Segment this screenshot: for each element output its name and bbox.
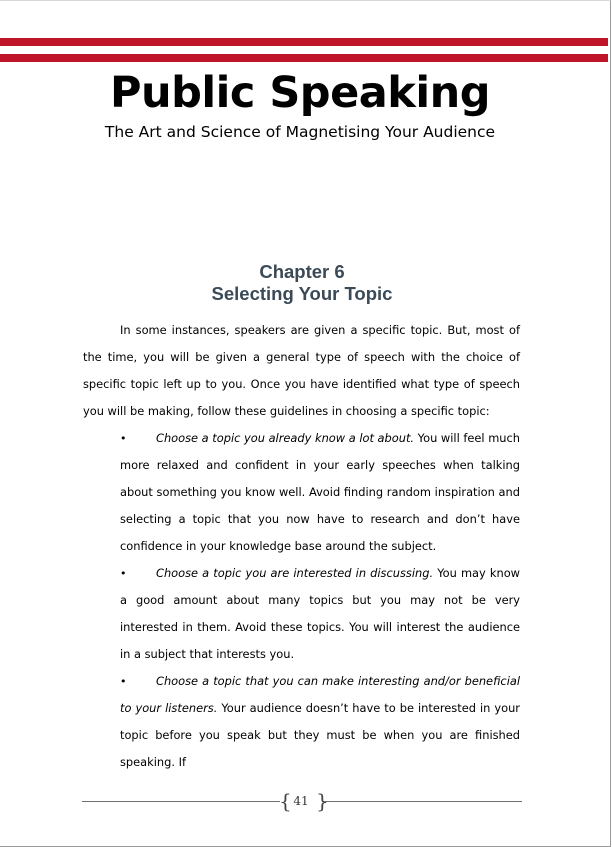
- right-bracket-icon: }: [316, 789, 329, 813]
- book-title: Public Speaking: [109, 68, 490, 118]
- guideline-list: [83, 425, 520, 776]
- bullet-icon: •: [120, 432, 127, 445]
- page-number: 41: [293, 794, 309, 808]
- bullet-lead: Choose a topic you are interested in discussing.: [156, 566, 434, 580]
- book-subtitle: The Art and Science of Magnetising Your Audience: [104, 123, 496, 141]
- footer-rule-right: [322, 801, 522, 802]
- body-text: [83, 317, 520, 776]
- list-item: [83, 668, 520, 776]
- bullet-text: You will feel much more relaxed and confident in your early speeches when talking about something you know well. Avoid finding random inspiration and selecting a topic that you now have to research and don’t have confidence in your knowledge base around the subject.: [120, 431, 520, 553]
- header-rule-top: [0, 38, 608, 46]
- intro-paragraph: In some instances, speakers are given a specific topic. But, most of the time, you will be given a general type of speech with the choice of specific topic left up to you. Once you have identified what type of speech you will be making, follow these guidelines in choosing a specific topic:: [83, 323, 520, 418]
- chapter-heading: [0, 261, 604, 305]
- left-bracket-icon: {: [279, 789, 292, 813]
- list-item: [83, 560, 520, 668]
- footer-rule-left: [82, 801, 280, 802]
- bullet-lead: Choose a topic you already know a lot about.: [156, 431, 415, 445]
- bullet-icon: •: [120, 567, 127, 580]
- bullet-icon: •: [120, 675, 127, 688]
- bullet-text: Your audience doesn’t have to be interested in your topic before you speak but they must be when you are finished speaking. If: [120, 701, 520, 769]
- header-rule-bottom: [0, 54, 608, 62]
- bullet-lead: Choose a topic that you can make interesting and/or beneficial to your listeners.: [120, 674, 520, 715]
- chapter-number: Chapter 6: [259, 261, 345, 282]
- bullet-text: You may know a good amount about many topics but you may not be very interested in them. Avoid these topics. You will interest the audience in a subject that interests you.: [120, 566, 520, 661]
- chapter-title: Selecting Your Topic: [211, 283, 393, 304]
- list-item: [83, 425, 520, 560]
